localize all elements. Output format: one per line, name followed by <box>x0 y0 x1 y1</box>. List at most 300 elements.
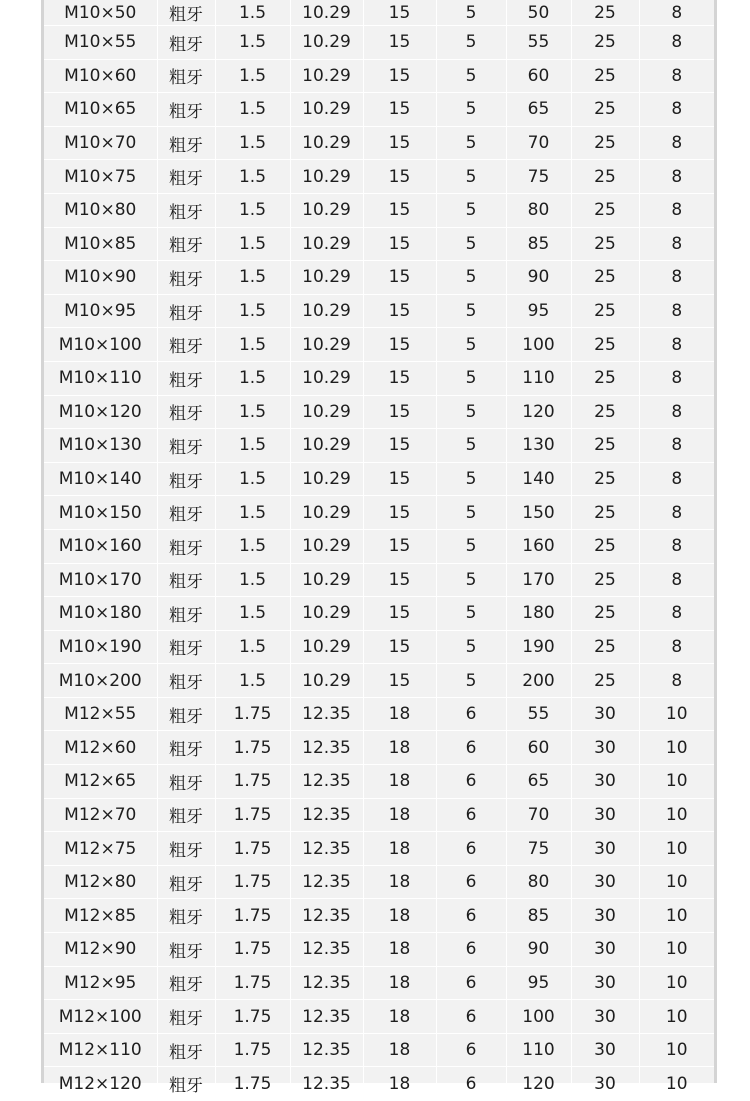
cell-dk: 10.29 <box>290 496 363 530</box>
cell-b: 25 <box>571 462 639 496</box>
cell-extra: 10 <box>639 798 714 832</box>
cell-pitch: 1.75 <box>215 731 290 765</box>
table-row <box>44 865 714 899</box>
cell-s: 5 <box>436 328 506 362</box>
cell-dk: 12.35 <box>290 765 363 799</box>
cell-b: 30 <box>571 899 639 933</box>
cell-extra: 8 <box>639 529 714 563</box>
cell-k: 15 <box>363 597 436 631</box>
cell-extra: 8 <box>639 429 714 463</box>
cell-s: 6 <box>436 899 506 933</box>
cell-thread-type: 粗牙 <box>157 395 215 429</box>
table-row <box>44 160 714 194</box>
table-row <box>44 697 714 731</box>
cell-s: 5 <box>436 361 506 395</box>
cell-thread-type: 粗牙 <box>157 765 215 799</box>
cell-s: 6 <box>436 1033 506 1067</box>
cell-k: 18 <box>363 899 436 933</box>
cell-b: 30 <box>571 966 639 1000</box>
table-row <box>44 59 714 93</box>
cell-b: 30 <box>571 1000 639 1034</box>
cell-dk: 10.29 <box>290 630 363 664</box>
cell-length: 80 <box>506 865 571 899</box>
cell-k: 18 <box>363 1067 436 1101</box>
cell-thread-type: 粗牙 <box>157 865 215 899</box>
cell-k: 18 <box>363 933 436 967</box>
table-row <box>44 0 714 26</box>
cell-pitch: 1.5 <box>215 429 290 463</box>
cell-extra: 8 <box>639 462 714 496</box>
cell-s: 5 <box>436 126 506 160</box>
cell-pitch: 1.75 <box>215 832 290 866</box>
cell-thread-type: 粗牙 <box>157 227 215 261</box>
cell-k: 18 <box>363 1033 436 1067</box>
cell-length: 55 <box>506 697 571 731</box>
cell-length: 85 <box>506 899 571 933</box>
cell-dk: 10.29 <box>290 563 363 597</box>
table-row <box>44 966 714 1000</box>
table-row <box>44 798 714 832</box>
cell-spec: M10×170 <box>44 563 157 597</box>
cell-dk: 10.29 <box>290 597 363 631</box>
cell-s: 6 <box>436 697 506 731</box>
cell-s: 6 <box>436 798 506 832</box>
cell-b: 25 <box>571 294 639 328</box>
cell-spec: M10×160 <box>44 529 157 563</box>
cell-pitch: 1.5 <box>215 462 290 496</box>
cell-extra: 8 <box>639 597 714 631</box>
cell-s: 5 <box>436 93 506 127</box>
cell-extra: 8 <box>639 26 714 60</box>
cell-k: 18 <box>363 731 436 765</box>
cell-dk: 10.29 <box>290 664 363 698</box>
cell-dk: 10.29 <box>290 160 363 194</box>
cell-length: 95 <box>506 966 571 1000</box>
cell-pitch: 1.75 <box>215 765 290 799</box>
cell-pitch: 1.5 <box>215 563 290 597</box>
cell-thread-type: 粗牙 <box>157 1033 215 1067</box>
spec-table-container <box>41 0 717 1097</box>
cell-b: 25 <box>571 0 639 26</box>
cell-s: 6 <box>436 832 506 866</box>
table-row <box>44 93 714 127</box>
table-row <box>44 462 714 496</box>
table-row <box>44 361 714 395</box>
cell-dk: 10.29 <box>290 126 363 160</box>
cell-extra: 8 <box>639 193 714 227</box>
cell-length: 150 <box>506 496 571 530</box>
cell-b: 30 <box>571 933 639 967</box>
cell-k: 15 <box>363 529 436 563</box>
cell-k: 18 <box>363 798 436 832</box>
cell-k: 15 <box>363 0 436 26</box>
cell-extra: 8 <box>639 126 714 160</box>
cell-b: 25 <box>571 261 639 295</box>
cell-length: 75 <box>506 832 571 866</box>
table-row <box>44 563 714 597</box>
cell-dk: 10.29 <box>290 59 363 93</box>
cell-b: 30 <box>571 731 639 765</box>
cell-b: 30 <box>571 765 639 799</box>
cell-extra: 8 <box>639 261 714 295</box>
cell-k: 15 <box>363 261 436 295</box>
cell-s: 6 <box>436 933 506 967</box>
cell-length: 130 <box>506 429 571 463</box>
table-row <box>44 1033 714 1067</box>
cell-b: 30 <box>571 798 639 832</box>
cell-b: 25 <box>571 93 639 127</box>
table-row <box>44 731 714 765</box>
cell-s: 6 <box>436 765 506 799</box>
cell-k: 15 <box>363 462 436 496</box>
cell-spec: M10×60 <box>44 59 157 93</box>
cell-length: 190 <box>506 630 571 664</box>
cell-pitch: 1.5 <box>215 26 290 60</box>
cell-thread-type: 粗牙 <box>157 731 215 765</box>
table-row <box>44 328 714 362</box>
cell-spec: M12×70 <box>44 798 157 832</box>
cell-dk: 10.29 <box>290 395 363 429</box>
cell-spec: M12×55 <box>44 697 157 731</box>
cell-spec: M10×190 <box>44 630 157 664</box>
table-row <box>44 765 714 799</box>
cell-length: 90 <box>506 933 571 967</box>
cell-spec: M12×95 <box>44 966 157 1000</box>
cell-dk: 12.35 <box>290 933 363 967</box>
cell-dk: 10.29 <box>290 361 363 395</box>
cell-pitch: 1.5 <box>215 93 290 127</box>
cell-extra: 8 <box>639 496 714 530</box>
cell-spec: M12×90 <box>44 933 157 967</box>
cell-pitch: 1.5 <box>215 59 290 93</box>
cell-length: 70 <box>506 126 571 160</box>
cell-dk: 12.35 <box>290 966 363 1000</box>
cell-thread-type: 粗牙 <box>157 832 215 866</box>
cell-b: 25 <box>571 126 639 160</box>
cell-spec: M10×90 <box>44 261 157 295</box>
cell-length: 75 <box>506 160 571 194</box>
table-row <box>44 193 714 227</box>
cell-s: 5 <box>436 294 506 328</box>
cell-s: 5 <box>436 462 506 496</box>
cell-s: 5 <box>436 193 506 227</box>
cell-spec: M12×100 <box>44 1000 157 1034</box>
cell-k: 15 <box>363 59 436 93</box>
cell-extra: 8 <box>639 328 714 362</box>
cell-pitch: 1.5 <box>215 160 290 194</box>
cell-length: 95 <box>506 294 571 328</box>
table-row <box>44 395 714 429</box>
cell-spec: M12×60 <box>44 731 157 765</box>
cell-length: 110 <box>506 1033 571 1067</box>
cell-thread-type: 粗牙 <box>157 1000 215 1034</box>
cell-dk: 10.29 <box>290 261 363 295</box>
cell-thread-type: 粗牙 <box>157 630 215 664</box>
cell-thread-type: 粗牙 <box>157 0 215 26</box>
cell-thread-type: 粗牙 <box>157 529 215 563</box>
table-row <box>44 294 714 328</box>
cell-thread-type: 粗牙 <box>157 496 215 530</box>
cell-b: 30 <box>571 697 639 731</box>
cell-length: 80 <box>506 193 571 227</box>
cell-s: 6 <box>436 865 506 899</box>
cell-s: 5 <box>436 597 506 631</box>
cell-spec: M10×140 <box>44 462 157 496</box>
cell-s: 5 <box>436 529 506 563</box>
table-row <box>44 261 714 295</box>
cell-b: 25 <box>571 160 639 194</box>
cell-extra: 10 <box>639 933 714 967</box>
cell-dk: 12.35 <box>290 697 363 731</box>
cell-b: 25 <box>571 529 639 563</box>
cell-pitch: 1.75 <box>215 865 290 899</box>
cell-dk: 10.29 <box>290 227 363 261</box>
cell-extra: 10 <box>639 1000 714 1034</box>
cell-b: 25 <box>571 664 639 698</box>
cell-b: 30 <box>571 865 639 899</box>
cell-spec: M12×120 <box>44 1067 157 1101</box>
cell-pitch: 1.5 <box>215 227 290 261</box>
cell-spec: M12×75 <box>44 832 157 866</box>
cell-s: 6 <box>436 731 506 765</box>
cell-k: 18 <box>363 697 436 731</box>
cell-k: 15 <box>363 429 436 463</box>
cell-extra: 8 <box>639 563 714 597</box>
cell-thread-type: 粗牙 <box>157 933 215 967</box>
cell-spec: M12×110 <box>44 1033 157 1067</box>
cell-spec: M10×120 <box>44 395 157 429</box>
cell-b: 25 <box>571 597 639 631</box>
cell-k: 15 <box>363 193 436 227</box>
cell-k: 18 <box>363 1000 436 1034</box>
cell-length: 55 <box>506 26 571 60</box>
cell-pitch: 1.75 <box>215 798 290 832</box>
cell-thread-type: 粗牙 <box>157 597 215 631</box>
cell-spec: M10×110 <box>44 361 157 395</box>
cell-pitch: 1.75 <box>215 899 290 933</box>
table-row <box>44 597 714 631</box>
cell-b: 25 <box>571 59 639 93</box>
cell-s: 5 <box>436 496 506 530</box>
cell-length: 120 <box>506 1067 571 1101</box>
cell-extra: 10 <box>639 731 714 765</box>
cell-b: 25 <box>571 193 639 227</box>
cell-length: 85 <box>506 227 571 261</box>
cell-extra: 10 <box>639 697 714 731</box>
cell-s: 5 <box>436 395 506 429</box>
cell-b: 25 <box>571 563 639 597</box>
cell-pitch: 1.5 <box>215 496 290 530</box>
cell-extra: 10 <box>639 832 714 866</box>
cell-extra: 8 <box>639 630 714 664</box>
cell-extra: 8 <box>639 361 714 395</box>
cell-length: 110 <box>506 361 571 395</box>
cell-length: 120 <box>506 395 571 429</box>
cell-s: 5 <box>436 630 506 664</box>
cell-thread-type: 粗牙 <box>157 462 215 496</box>
cell-b: 25 <box>571 429 639 463</box>
cell-s: 5 <box>436 664 506 698</box>
cell-s: 5 <box>436 563 506 597</box>
cell-dk: 12.35 <box>290 731 363 765</box>
cell-b: 30 <box>571 1033 639 1067</box>
cell-s: 5 <box>436 227 506 261</box>
cell-b: 25 <box>571 630 639 664</box>
cell-length: 60 <box>506 59 571 93</box>
table-row <box>44 126 714 160</box>
cell-dk: 12.35 <box>290 1033 363 1067</box>
table-row <box>44 933 714 967</box>
table-row <box>44 899 714 933</box>
cell-spec: M12×85 <box>44 899 157 933</box>
cell-spec: M10×150 <box>44 496 157 530</box>
cell-b: 30 <box>571 832 639 866</box>
table-row <box>44 227 714 261</box>
cell-spec: M10×130 <box>44 429 157 463</box>
cell-spec: M10×80 <box>44 193 157 227</box>
table-row <box>44 832 714 866</box>
cell-s: 5 <box>436 160 506 194</box>
cell-extra: 8 <box>639 227 714 261</box>
cell-k: 15 <box>363 563 436 597</box>
cell-extra: 8 <box>639 93 714 127</box>
cell-thread-type: 粗牙 <box>157 294 215 328</box>
cell-pitch: 1.75 <box>215 1000 290 1034</box>
cell-pitch: 1.5 <box>215 664 290 698</box>
cell-extra: 8 <box>639 0 714 26</box>
cell-length: 50 <box>506 0 571 26</box>
cell-dk: 10.29 <box>290 328 363 362</box>
cell-length: 65 <box>506 93 571 127</box>
cell-thread-type: 粗牙 <box>157 261 215 295</box>
cell-k: 15 <box>363 26 436 60</box>
cell-thread-type: 粗牙 <box>157 126 215 160</box>
cell-extra: 8 <box>639 664 714 698</box>
cell-thread-type: 粗牙 <box>157 361 215 395</box>
cell-pitch: 1.5 <box>215 294 290 328</box>
cell-pitch: 1.75 <box>215 1067 290 1101</box>
cell-length: 170 <box>506 563 571 597</box>
cell-s: 6 <box>436 966 506 1000</box>
cell-pitch: 1.75 <box>215 697 290 731</box>
cell-k: 18 <box>363 765 436 799</box>
cell-thread-type: 粗牙 <box>157 966 215 1000</box>
cell-extra: 10 <box>639 966 714 1000</box>
cell-k: 15 <box>363 395 436 429</box>
cell-extra: 10 <box>639 865 714 899</box>
cell-k: 15 <box>363 664 436 698</box>
cell-pitch: 1.5 <box>215 361 290 395</box>
cell-thread-type: 粗牙 <box>157 697 215 731</box>
cell-spec: M10×75 <box>44 160 157 194</box>
table-row <box>44 1067 714 1101</box>
cell-s: 5 <box>436 0 506 26</box>
cell-pitch: 1.5 <box>215 328 290 362</box>
cell-spec: M10×85 <box>44 227 157 261</box>
cell-dk: 10.29 <box>290 26 363 60</box>
cell-length: 100 <box>506 1000 571 1034</box>
cell-dk: 10.29 <box>290 529 363 563</box>
table-row <box>44 26 714 60</box>
cell-spec: M10×100 <box>44 328 157 362</box>
cell-spec: M10×95 <box>44 294 157 328</box>
cell-dk: 12.35 <box>290 832 363 866</box>
cell-b: 25 <box>571 361 639 395</box>
cell-spec: M10×180 <box>44 597 157 631</box>
cell-extra: 10 <box>639 899 714 933</box>
cell-pitch: 1.5 <box>215 193 290 227</box>
cell-pitch: 1.75 <box>215 1033 290 1067</box>
cell-dk: 10.29 <box>290 462 363 496</box>
cell-s: 5 <box>436 59 506 93</box>
cell-b: 25 <box>571 395 639 429</box>
cell-pitch: 1.75 <box>215 933 290 967</box>
cell-spec: M10×70 <box>44 126 157 160</box>
cell-dk: 12.35 <box>290 798 363 832</box>
cell-dk: 10.29 <box>290 193 363 227</box>
table-body <box>44 0 714 1101</box>
cell-spec: M12×65 <box>44 765 157 799</box>
cell-k: 15 <box>363 630 436 664</box>
cell-k: 15 <box>363 126 436 160</box>
cell-s: 5 <box>436 261 506 295</box>
cell-thread-type: 粗牙 <box>157 26 215 60</box>
cell-dk: 10.29 <box>290 93 363 127</box>
cell-extra: 8 <box>639 160 714 194</box>
table-row <box>44 1000 714 1034</box>
cell-dk: 10.29 <box>290 294 363 328</box>
cell-spec: M10×55 <box>44 26 157 60</box>
cell-extra: 8 <box>639 59 714 93</box>
cell-thread-type: 粗牙 <box>157 563 215 597</box>
table-row <box>44 496 714 530</box>
cell-k: 15 <box>363 361 436 395</box>
cell-b: 25 <box>571 227 639 261</box>
cell-spec: M10×65 <box>44 93 157 127</box>
cell-thread-type: 粗牙 <box>157 328 215 362</box>
cell-dk: 12.35 <box>290 1000 363 1034</box>
cell-length: 90 <box>506 261 571 295</box>
table-row <box>44 664 714 698</box>
cell-length: 60 <box>506 731 571 765</box>
cell-s: 6 <box>436 1000 506 1034</box>
cell-thread-type: 粗牙 <box>157 1067 215 1101</box>
cell-s: 6 <box>436 1067 506 1101</box>
cell-spec: M10×200 <box>44 664 157 698</box>
cell-k: 15 <box>363 294 436 328</box>
cell-s: 5 <box>436 26 506 60</box>
cell-thread-type: 粗牙 <box>157 429 215 463</box>
cell-thread-type: 粗牙 <box>157 899 215 933</box>
cell-thread-type: 粗牙 <box>157 798 215 832</box>
cell-extra: 10 <box>639 1067 714 1101</box>
cell-length: 180 <box>506 597 571 631</box>
cell-pitch: 1.5 <box>215 395 290 429</box>
cell-dk: 12.35 <box>290 1067 363 1101</box>
cell-b: 30 <box>571 1067 639 1101</box>
cell-k: 15 <box>363 496 436 530</box>
cell-dk: 12.35 <box>290 899 363 933</box>
cell-s: 5 <box>436 429 506 463</box>
cell-pitch: 1.5 <box>215 0 290 26</box>
cell-pitch: 1.5 <box>215 529 290 563</box>
cell-length: 200 <box>506 664 571 698</box>
cell-length: 70 <box>506 798 571 832</box>
cell-pitch: 1.5 <box>215 597 290 631</box>
cell-spec: M10×50 <box>44 0 157 26</box>
cell-thread-type: 粗牙 <box>157 93 215 127</box>
cell-spec: M12×80 <box>44 865 157 899</box>
